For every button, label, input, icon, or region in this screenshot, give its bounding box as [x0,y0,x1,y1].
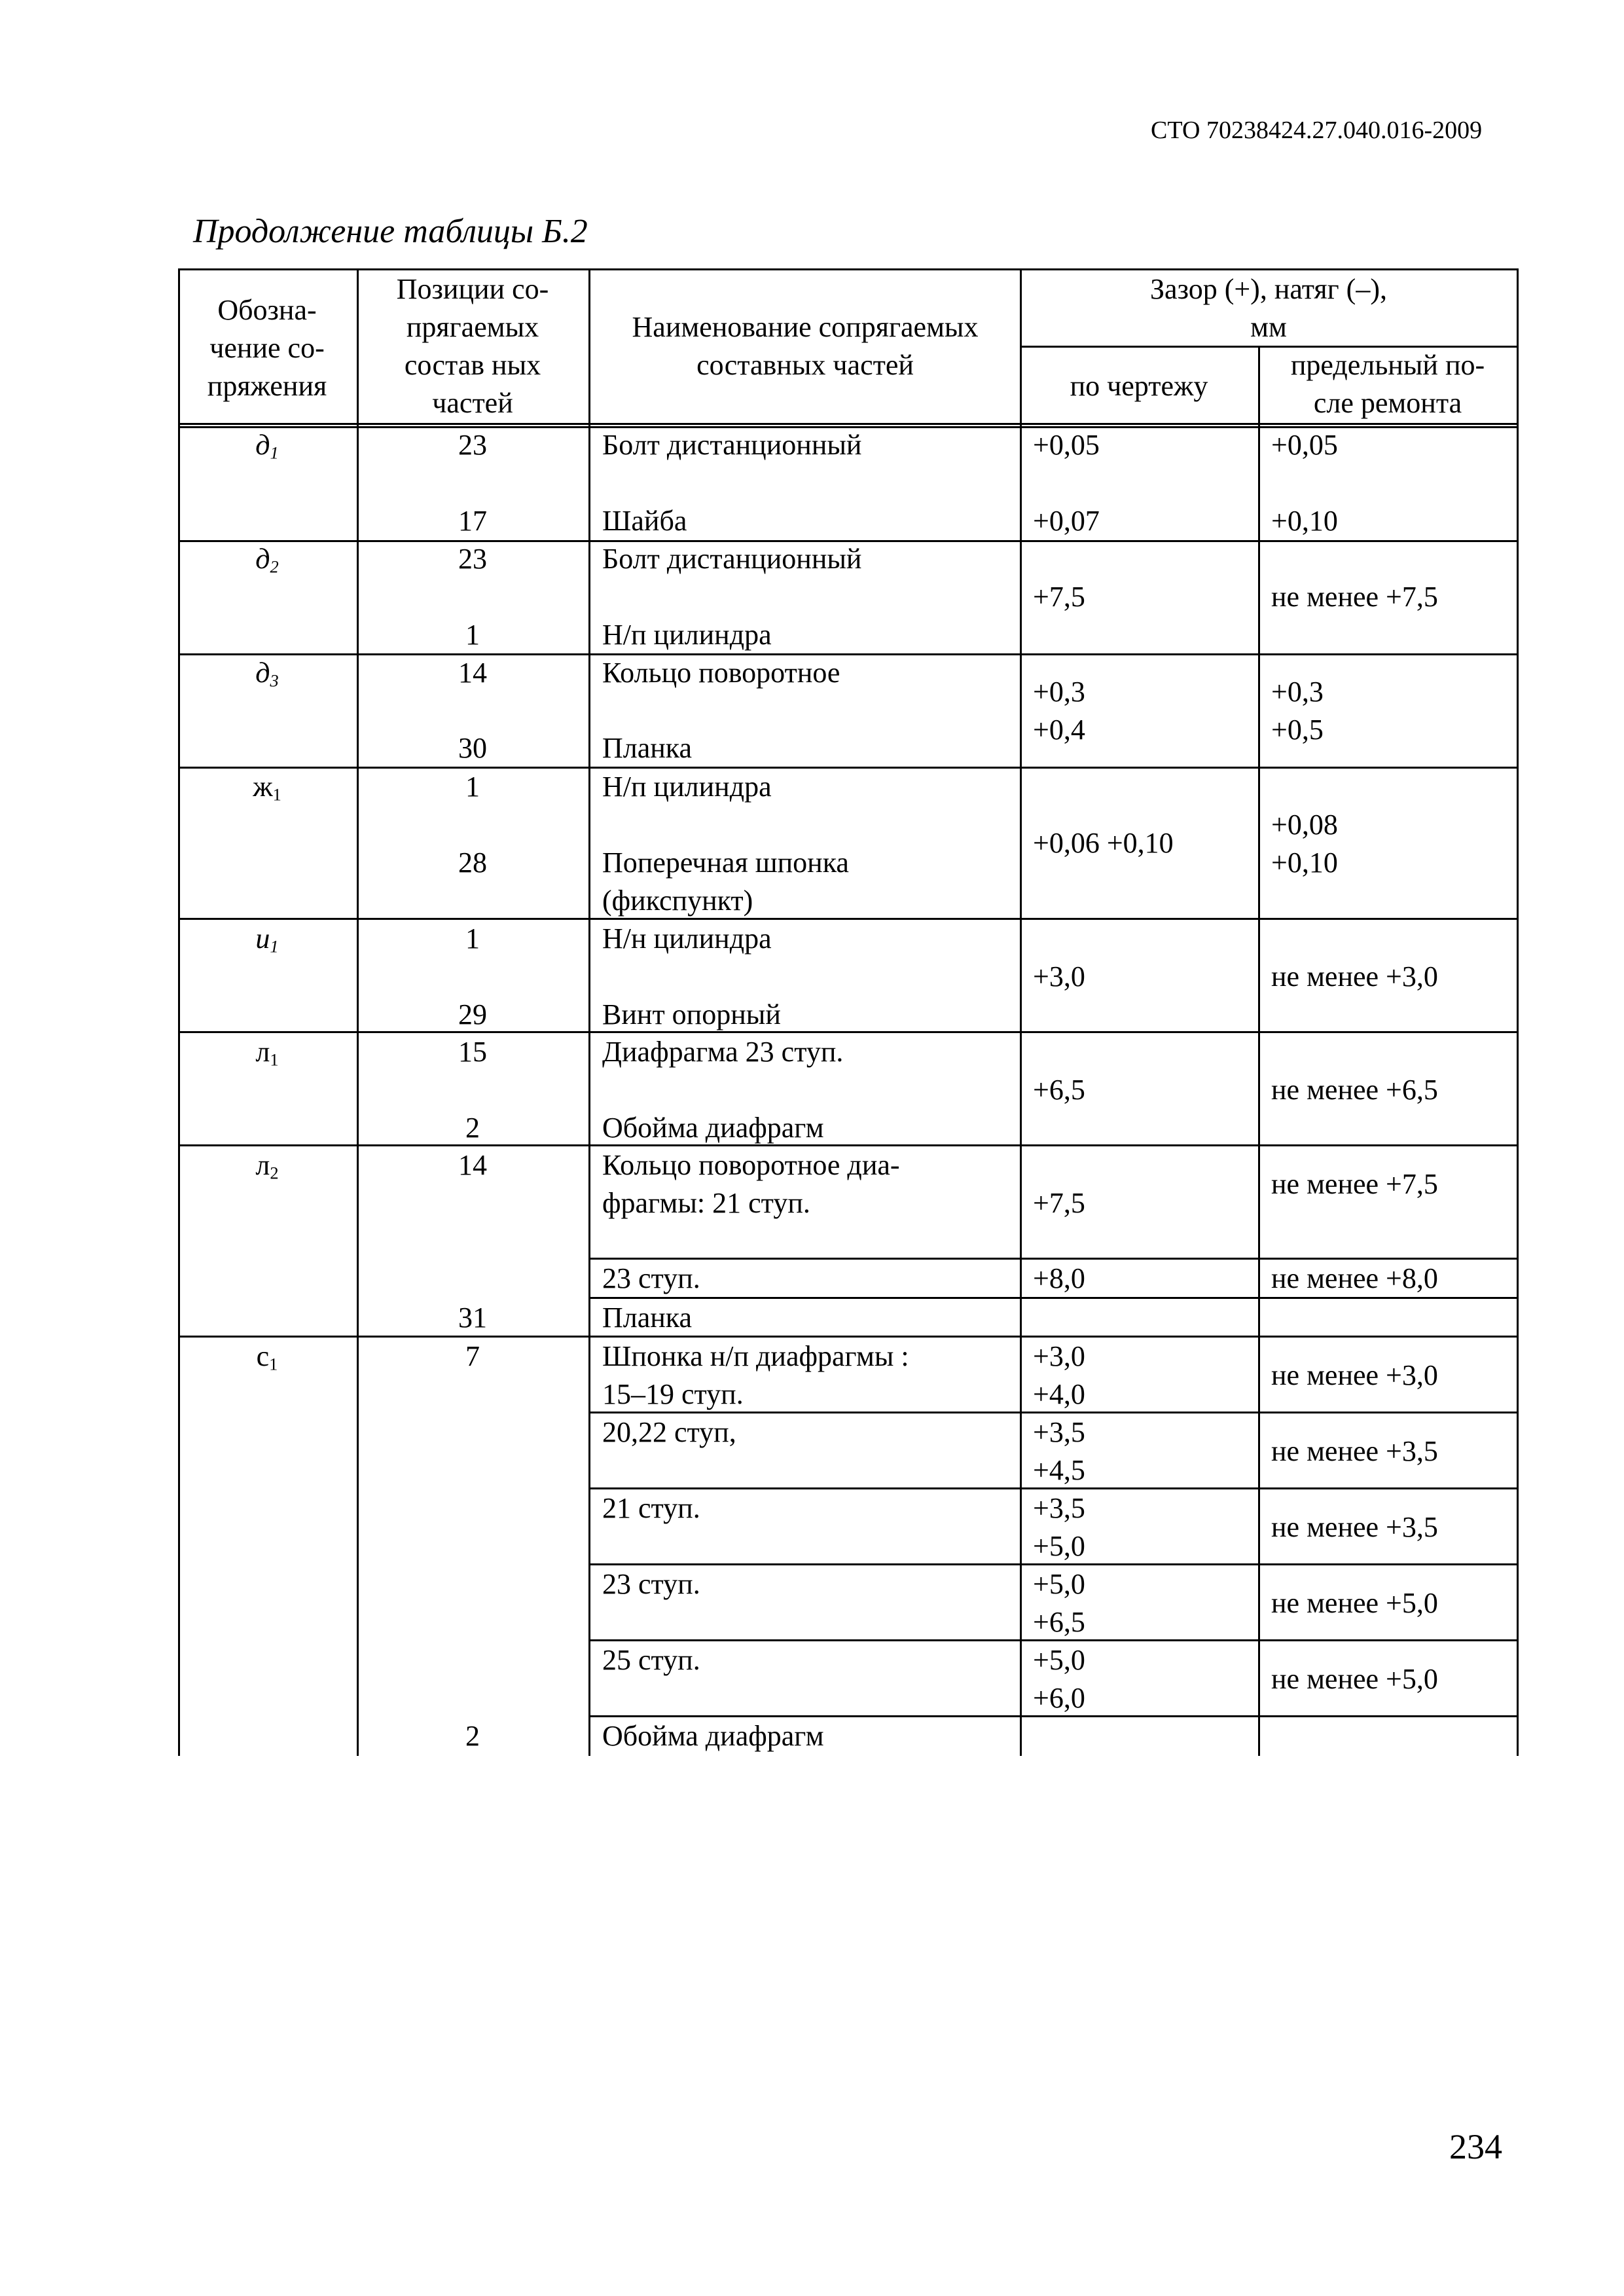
part-name-cell: Кольцо поворотное [602,657,840,689]
drawing-value-cell: +4,0 [1033,1378,1085,1410]
part-name-cell: Планка [602,732,693,764]
table-border-right [1517,268,1519,1756]
drawing-value-cell: +0,07 [1033,505,1100,537]
part-name-cell: Поперечная шпонка [602,847,849,879]
header-group-divider [1020,346,1519,348]
table-border-top [178,268,1519,270]
part-name-cell: Шпонка н/п диафрагмы : [602,1340,909,1372]
limit-value-cell: не менее +3,5 [1271,1435,1438,1467]
position-cell: 29 [458,998,487,1030]
header-col1-line: пряжения [207,370,327,402]
drawing-value-cell: +0,05 [1033,429,1100,461]
header-col3-line: составных частей [696,349,914,381]
position-cell: 15 [458,1036,487,1068]
limit-value-cell: не менее +8,0 [1271,1262,1438,1294]
subrow-divider [588,1297,1519,1299]
position-cell: 23 [458,429,487,461]
mate-code: $ж_1$ [253,771,281,805]
drawing-value-cell: +3,0 [1033,1340,1085,1372]
subrow-divider [588,1639,1519,1641]
part-name-cell: Шайба [602,505,687,537]
drawing-value-cell: +8,0 [1033,1262,1085,1294]
drawing-value-cell: +6,5 [1033,1074,1085,1106]
position-cell: 28 [458,847,487,879]
header-col2-line: прягаемых [406,311,539,343]
header-group-line: Зазор (+), натяг (–), [1150,273,1387,305]
limit-value-cell: +0,3 [1271,676,1324,708]
column-divider [357,268,359,1756]
position-cell: 31 [458,1302,487,1334]
limit-value-cell: не менее +5,0 [1271,1587,1438,1619]
subrow-divider [588,1563,1519,1565]
part-name-cell: (фикспункт) [602,884,753,917]
part-name-cell: фрагмы: 21 ступ. [602,1187,810,1219]
part-name-cell: 21 ступ. [602,1492,700,1524]
part-name-cell: Обойма диафрагм [602,1720,824,1752]
mate-code: $л_2$ [255,1149,279,1183]
part-name-cell: Болт дистанционный [602,429,862,461]
limit-value-cell: +0,10 [1271,505,1338,537]
column-divider [1258,347,1260,1756]
part-name-cell: Обойма диафрагм [602,1112,824,1144]
position-cell: 14 [458,657,487,689]
mate-code: $л_1$ [255,1036,279,1070]
row-divider [178,540,1519,542]
document-code: СТО 70238424.27.040.016-2009 [1151,117,1483,144]
table-border-left [178,268,180,1756]
part-name-cell: Болт дистанционный [602,543,862,575]
drawing-value-cell: +7,5 [1033,581,1085,613]
position-cell: 1 [465,771,480,803]
limit-value-cell: не менее +3,0 [1271,960,1438,993]
position-cell: 30 [458,732,487,764]
drawing-value-cell: +4,5 [1033,1454,1085,1486]
part-name-cell: Винт опорный [602,998,781,1030]
limit-value-cell: не менее +7,5 [1271,1168,1438,1200]
mate-code: $и_1$ [255,922,279,957]
drawing-value-cell: +3,5 [1033,1416,1085,1448]
limit-value-cell: не менее +7,5 [1271,581,1438,613]
drawing-value-cell: +0,3 [1033,676,1085,708]
header-col1-line: Обозна- [217,294,317,326]
header-group-line: мм [1250,311,1287,343]
row-divider [178,918,1519,920]
header-col4: по чертежу [1070,370,1208,402]
header-col3-line: Наименование сопрягаемых [632,311,979,343]
table-caption: Продолжение таблицы Б.2 [193,213,588,250]
header-bottom-rule [178,426,1519,428]
drawing-value-cell: +3,0 [1033,960,1085,993]
column-divider [588,268,590,1756]
drawing-value-cell: +5,0 [1033,1530,1085,1562]
position-cell: 17 [458,505,487,537]
drawing-value-cell: +6,5 [1033,1606,1085,1638]
limit-value-cell: не менее +5,0 [1271,1663,1438,1695]
position-cell: 2 [465,1720,480,1752]
part-name-cell: 23 ступ. [602,1262,700,1294]
position-cell: 1 [465,922,480,955]
drawing-value-cell: +6,0 [1033,1682,1085,1714]
part-name-cell: Планка [602,1302,693,1334]
position-cell: 14 [458,1149,487,1181]
subrow-divider [588,1715,1519,1717]
column-divider [1020,268,1022,1756]
part-name-cell: Н/п цилиндра [602,619,772,651]
page-number: 234 [1449,2127,1502,2166]
mate-code: $д_2$ [255,543,279,577]
header-col2-line: частей [432,387,513,419]
subrow-divider [588,1487,1519,1489]
part-name-cell: Н/н цилиндра [602,922,772,955]
drawing-value-cell: +3,5 [1033,1492,1085,1524]
part-name-cell: 25 ступ. [602,1644,700,1676]
row-divider [178,653,1519,655]
row-divider [178,1031,1519,1033]
row-divider [178,1336,1519,1338]
mate-code: $с_1$ [256,1340,278,1374]
header-col1-line: чение со- [209,332,325,364]
limit-value-cell: +0,08 [1271,809,1338,841]
position-cell: 1 [465,619,480,651]
drawing-value-cell: +5,0 [1033,1644,1085,1676]
position-cell: 7 [465,1340,480,1372]
part-name-cell: Диафрагма 23 ступ. [602,1036,844,1068]
limit-value-cell: не менее +3,5 [1271,1511,1438,1543]
header-bottom-rule [178,423,1519,425]
part-name-cell: 20,22 ступ, [602,1416,736,1448]
limit-value-cell: не менее +3,0 [1271,1359,1438,1391]
limit-value-cell: +0,05 [1271,429,1338,461]
row-divider [178,767,1519,769]
position-cell: 23 [458,543,487,575]
part-name-cell: Н/п цилиндра [602,771,772,803]
drawing-value-cell: +7,5 [1033,1187,1085,1219]
part-name-cell: 15–19 ступ. [602,1378,744,1410]
drawing-value-cell: +5,0 [1033,1568,1085,1600]
drawing-value-cell: +0,06 +0,10 [1033,827,1174,859]
subrow-divider [588,1258,1519,1260]
header-col2-line: состав ных [404,349,541,381]
limit-value-cell: +0,5 [1271,714,1324,746]
header-col2-line: Позиции со- [396,273,549,305]
limit-value-cell: не менее +6,5 [1271,1074,1438,1106]
subrow-divider [588,1412,1519,1413]
part-name-cell: 23 ступ. [602,1568,700,1600]
row-divider [178,1144,1519,1146]
position-cell: 2 [465,1112,480,1144]
drawing-value-cell: +0,4 [1033,714,1085,746]
mate-code: $д_1$ [255,429,279,463]
part-name-cell: Кольцо поворотное диа- [602,1149,900,1181]
header-col5-line: сле ремонта [1313,387,1462,419]
header-col5-line: предельный по- [1290,349,1485,381]
mate-code: $д_3$ [255,657,279,691]
limit-value-cell: +0,10 [1271,847,1338,879]
